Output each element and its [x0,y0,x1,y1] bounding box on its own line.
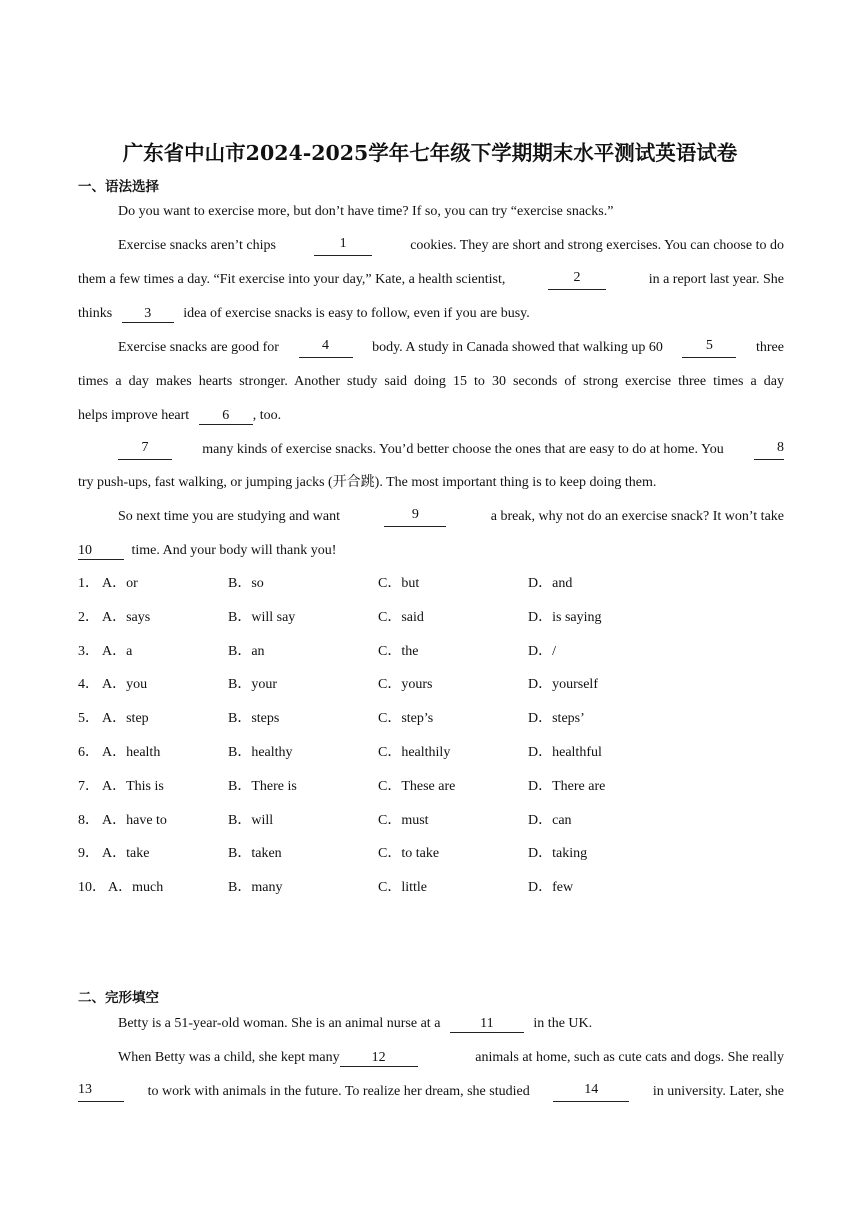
option-c[interactable]: C．must [378,813,429,828]
blank-12[interactable]: 12 [340,1050,418,1067]
option-c[interactable]: C．the [378,644,419,659]
paragraph-5-line-2: 10 time. And your body will thank you! [78,543,337,558]
question-number: 7． [78,779,99,794]
blank-13[interactable]: 13 [78,1082,124,1102]
option-a[interactable]: A．says [102,610,151,625]
option-d[interactable]: D．healthful [528,745,602,760]
blank-9[interactable]: 9 [384,507,446,527]
option-b[interactable]: B．many [228,880,283,895]
paragraph-4-line-2: try push-ups, fast walking, or jumping jacks (开合跳). The most important thing is to keep doing them. [78,475,657,490]
option-c[interactable]: C．but [378,576,420,591]
option-b[interactable]: B．healthy [228,745,293,760]
blank-14[interactable]: 14 [553,1082,629,1102]
option-c[interactable]: C．These are [378,779,456,794]
option-a[interactable]: A．a [102,644,133,659]
option-d[interactable]: D．yourself [528,677,598,692]
option-c[interactable]: C．yours [378,677,433,692]
question-number: 8． [78,813,99,828]
question-number: 6． [78,745,99,760]
paragraph-2-line-3: thinks 3 idea of exercise snacks is easy to follow, even if you are busy. [78,306,530,321]
option-d[interactable]: D．is saying [528,610,602,625]
option-b[interactable]: B．an [228,644,265,659]
option-a[interactable]: A．you [102,677,148,692]
option-a[interactable]: A．take [102,846,150,861]
paragraph-1: Do you want to exercise more, but don’t have time? If so, you can try “exercise snacks.” [118,204,614,219]
section-heading-cloze: 二、完形填空 [78,990,159,1006]
option-d[interactable]: D．can [528,813,572,828]
paragraph-2-line-1: Exercise snacks aren’t chips 1 cookies. They are short and strong exercises. You can choose to do [118,236,784,256]
paragraph-3-line-2: times a day makes hearts stronger. Another study said doing 15 to 30 seconds of strong exercise three times a day [78,374,784,389]
option-d[interactable]: D．and [528,576,573,591]
question-number: 1． [78,576,99,591]
option-b[interactable]: B．taken [228,846,282,861]
option-a[interactable]: A．or [102,576,138,591]
blank-4[interactable]: 4 [299,338,353,358]
section-heading-grammar: 一、语法选择 [78,179,159,195]
option-a[interactable]: A．have to [102,813,167,828]
paragraph-2-line-2: them a few times a day. “Fit exercise into your day,” Kate, a health scientist, 2 in a report last year. She [78,270,784,290]
section2-paragraph-1: Betty is a 51-year-old woman. She is an animal nurse at a 11 in the UK. [118,1016,593,1031]
blank-11[interactable]: 11 [450,1016,524,1033]
option-b[interactable]: B．so [228,576,264,591]
option-b[interactable]: B．will [228,813,274,828]
option-c[interactable]: C．step’s [378,711,434,726]
option-d[interactable]: D．/ [528,644,556,659]
paragraph-3-line-3: helps improve heart 6 , too. [78,408,282,423]
question-number: 5． [78,711,99,726]
section2-paragraph-2-line-2: 13 to work with animals in the future. To realize her dream, she studied 14 in university. Later, she [78,1082,784,1102]
option-d[interactable]: D．taking [528,846,588,861]
option-b[interactable]: B．will say [228,610,296,625]
option-c[interactable]: C．little [378,880,427,895]
page-title: 广东省中山市2024-2025学年七年级下学期期末水平测试英语试卷 [122,141,738,165]
blank-8[interactable]: 8 [754,440,784,460]
blank-10[interactable]: 10 [78,543,124,560]
section2-paragraph-2-line-1: When Betty was a child, she kept many 12 animals at home, such as cute cats and dogs. She really [118,1050,784,1065]
option-a[interactable]: A．much [108,880,164,895]
option-a[interactable]: A．step [102,711,149,726]
option-c[interactable]: C．to take [378,846,440,861]
question-number: 4． [78,677,99,692]
blank-7[interactable]: 7 [118,440,172,460]
option-c[interactable]: C．said [378,610,424,625]
paragraph-4-line-1: 7 many kinds of exercise snacks. You’d better choose the ones that are easy to do at home. You 8 [118,440,784,460]
paragraph-3-line-1: Exercise snacks are good for 4 body. A study in Canada showed that walking up 60 5 three [118,338,784,358]
paragraph-5-line-1: So next time you are studying and want 9 a break, why not do an exercise snack? It won’t take [118,507,784,527]
option-d[interactable]: D．steps’ [528,711,585,726]
option-a[interactable]: A．This is [102,779,164,794]
question-number: 10． [78,880,106,895]
option-b[interactable]: B．your [228,677,277,692]
blank-6[interactable]: 6 [199,408,253,425]
option-b[interactable]: B．steps [228,711,280,726]
question-number: 2． [78,610,99,625]
question-number: 3． [78,644,99,659]
option-a[interactable]: A．health [102,745,161,760]
option-c[interactable]: C．healthily [378,745,451,760]
option-d[interactable]: D．few [528,880,574,895]
question-number: 9． [78,846,99,861]
blank-1[interactable]: 1 [314,236,372,256]
option-d[interactable]: D．There are [528,779,606,794]
blank-3[interactable]: 3 [122,306,174,323]
blank-2[interactable]: 2 [548,270,606,290]
blank-5[interactable]: 5 [682,338,736,358]
option-b[interactable]: B．There is [228,779,297,794]
